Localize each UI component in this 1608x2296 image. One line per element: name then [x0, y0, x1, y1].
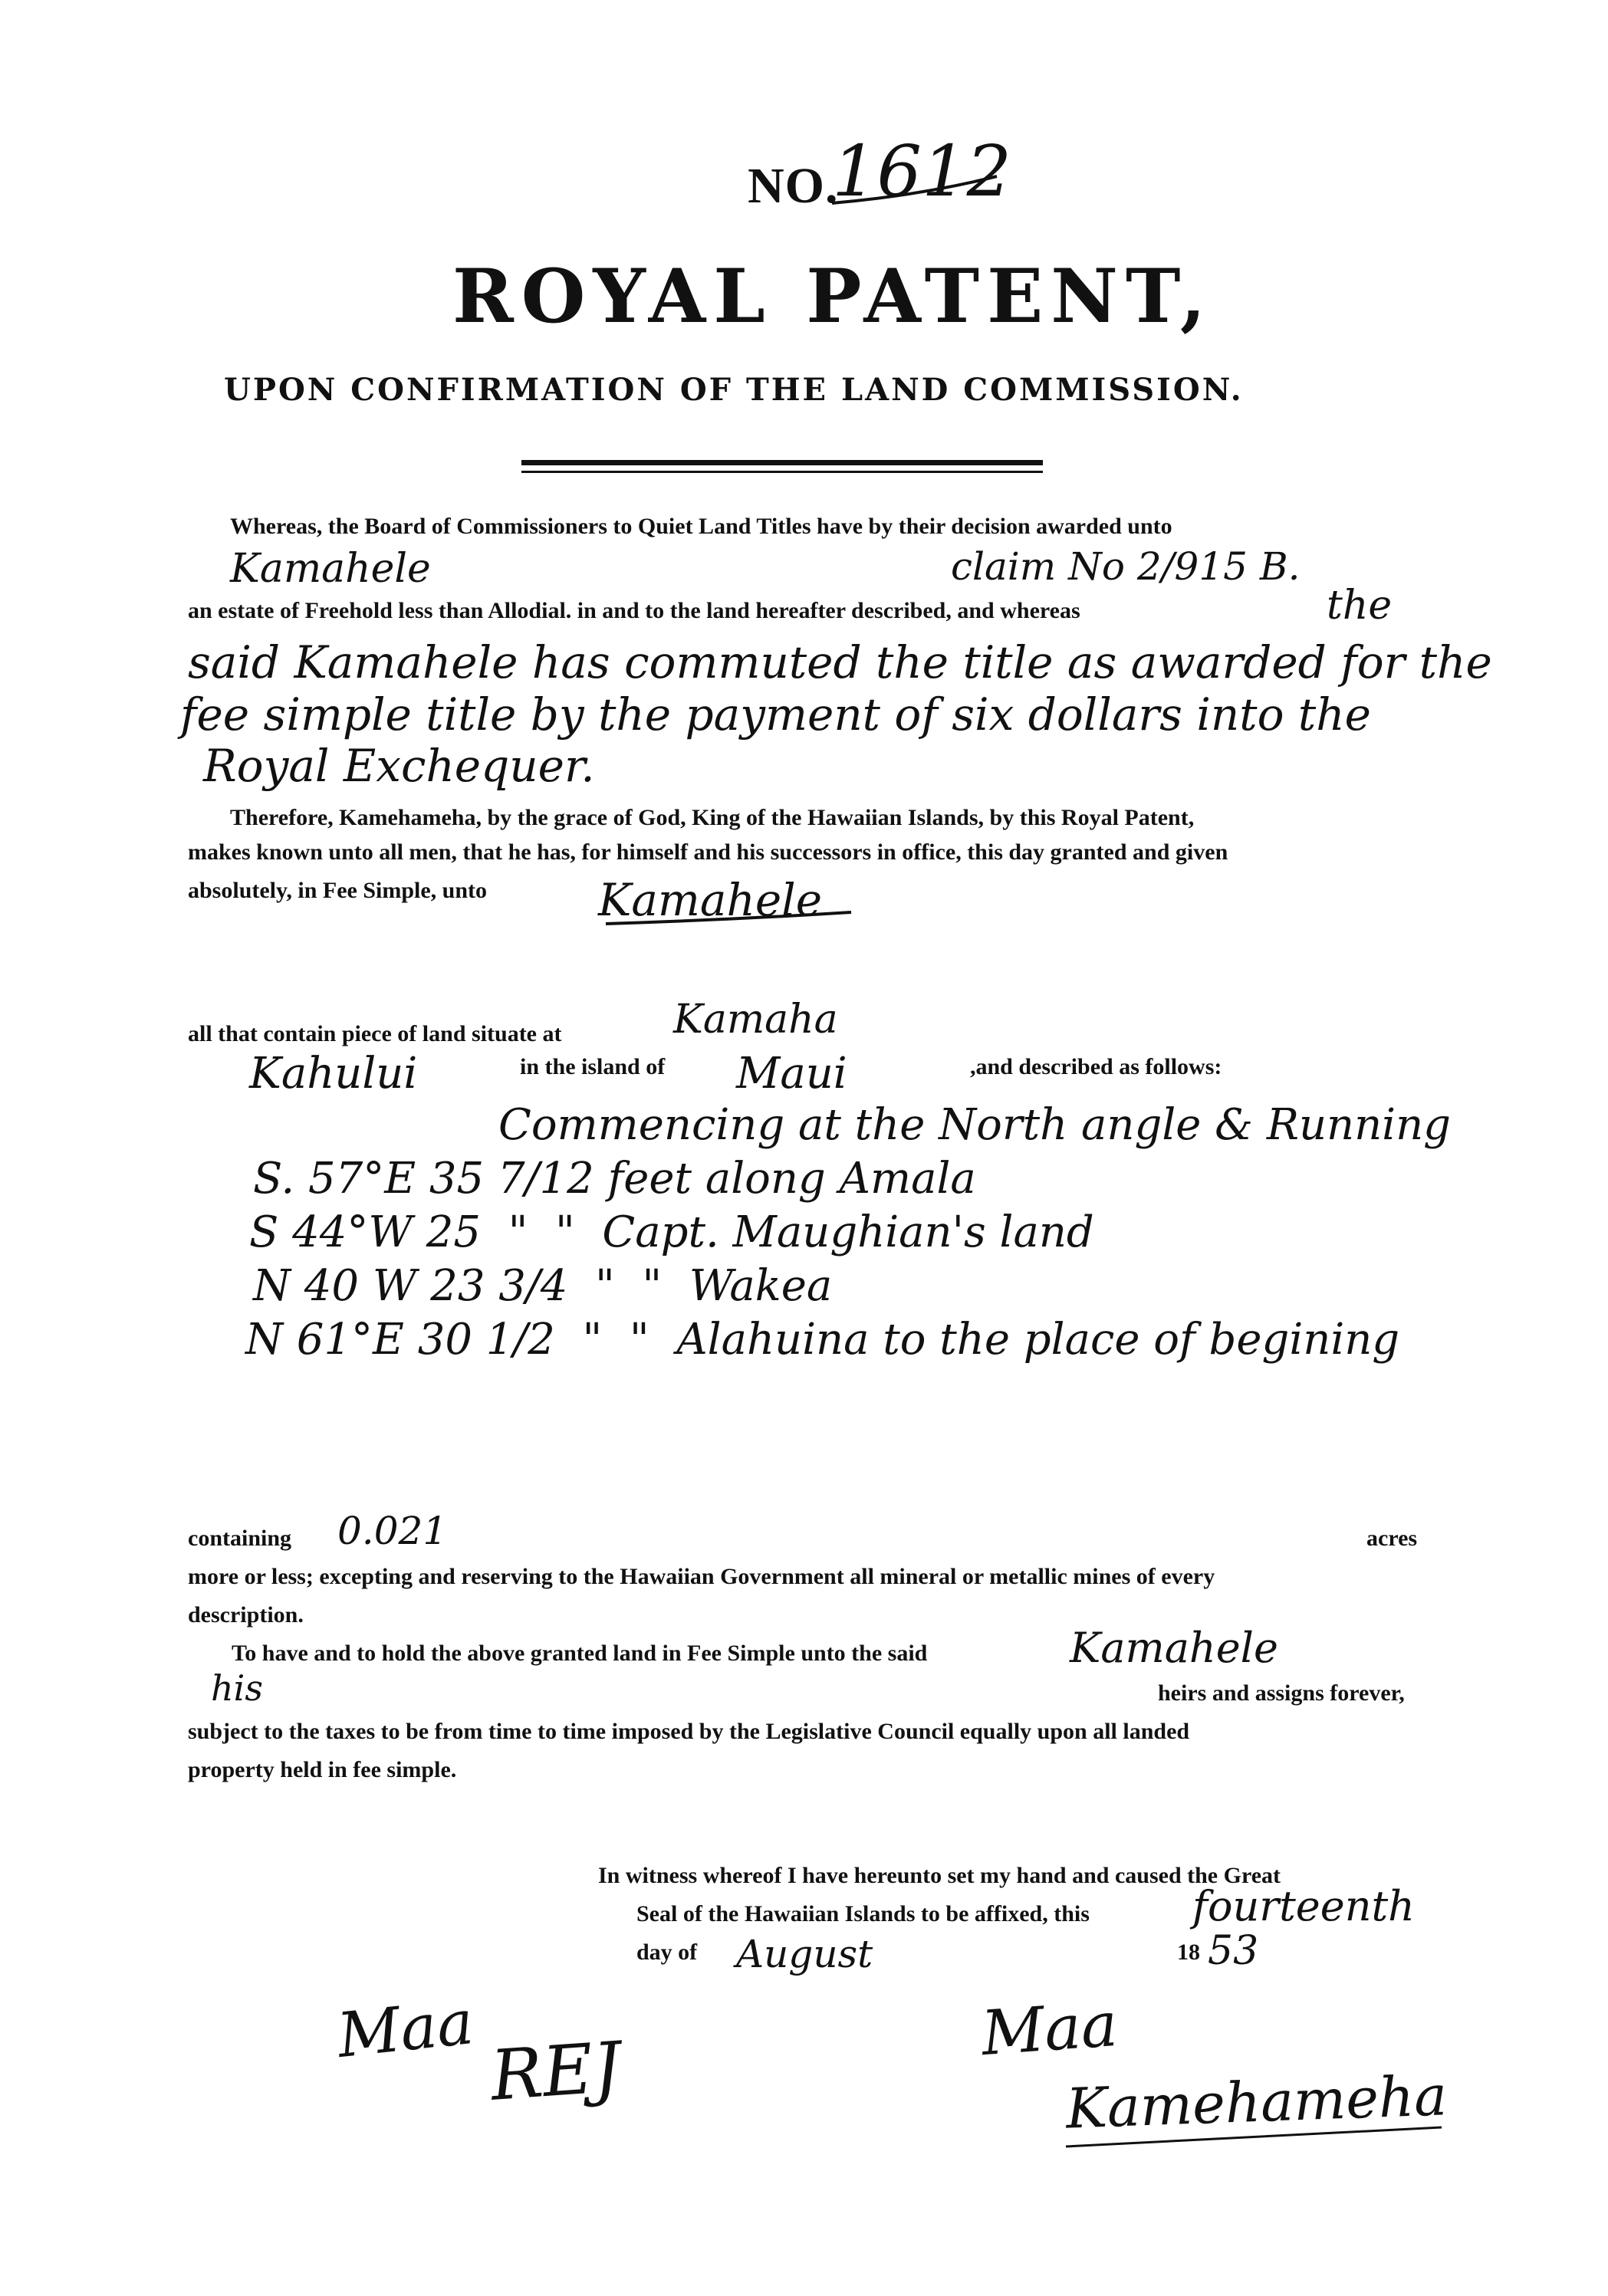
- description-line-2: S. 57°E 35 7/12 feet along Amala: [253, 1154, 976, 1204]
- handwritten-line-4: Royal Exchequer.: [203, 740, 595, 792]
- day-of-label: day of: [636, 1940, 698, 1965]
- land-district: Kahului: [249, 1049, 418, 1099]
- patent-no-label: NO.: [748, 158, 839, 214]
- grantee-underline: [606, 912, 851, 924]
- whereas-line: Whereas, the Board of Commissioners to Quiet Land Titles have by their decision awarded unto: [230, 514, 1172, 539]
- patent-number: 1612: [832, 130, 1012, 212]
- signature-right-maa: Maa: [978, 1988, 1120, 2070]
- patent-subtitle: UPON CONFIRMATION OF THE LAND COMMISSION.: [224, 372, 1244, 408]
- grant-line-3: absolutely, in Fee Simple, unto: [188, 878, 488, 903]
- signature-left-initials: REJ: [488, 2027, 624, 2117]
- handwritten-line-2: said Kamahele has commuted the title as awarded for the: [188, 636, 1492, 688]
- grant-line-1: Therefore, Kamehameha, by the grace of God, King of the Hawaiian Islands, by this Royal Patent,: [230, 805, 1195, 830]
- signature-kamehameha: Kamehameha: [1064, 2063, 1449, 2141]
- habendum-line-1: To have and to hold the above granted land in Fee Simple unto the said: [232, 1641, 928, 1666]
- estate-line: an estate of Freehold less than Allodial. in and to the land hereafter described, and whereas: [188, 598, 1080, 623]
- witness-month: August: [736, 1932, 873, 1976]
- grantee-name: Kamahele: [598, 874, 823, 926]
- patent-title: ROYAL PATENT,: [452, 253, 1214, 340]
- description-line-3: S 44°W 25 " " Capt. Maughian's land: [249, 1207, 1094, 1257]
- witness-line-2: Seal of the Hawaiian Islands to be affixed, this: [636, 1901, 1090, 1926]
- witness-line-1: In witness whereof I have hereunto set my hand and caused the Great: [598, 1863, 1281, 1888]
- land-place: Kamaha: [673, 997, 838, 1043]
- habendum-grantee: Kamahele: [1070, 1624, 1278, 1672]
- handwritten-line-1: the: [1327, 583, 1393, 629]
- awardee-name: Kamahele: [230, 546, 431, 592]
- patent-number-underline: [832, 176, 997, 203]
- description-line-4: N 40 W 23 3/4 " " Wakea: [253, 1261, 833, 1311]
- land-island: Maui: [736, 1049, 847, 1099]
- containing-area: 0.021: [337, 1509, 448, 1553]
- signature-left-maa: Maa: [334, 1986, 477, 2072]
- containing-line-2: more or less; excepting and reserving to the Hawaiian Government all mineral or metallic mines of every: [188, 1564, 1215, 1589]
- handwritten-line-3: fee simple title by the payment of six dollars into the: [180, 688, 1371, 741]
- witness-day: fourteenth: [1192, 1882, 1415, 1930]
- heirs-of: his: [211, 1667, 263, 1709]
- year-prefix: 18: [1177, 1940, 1200, 1965]
- acres-label: acres: [1366, 1526, 1418, 1551]
- described-label: ,and described as follows:: [970, 1054, 1222, 1079]
- containing-line-3: description.: [188, 1602, 304, 1628]
- containing-label: containing: [188, 1526, 292, 1551]
- description-line-5: N 61°E 30 1/2 " " Alahuina to the place of begining: [245, 1315, 1400, 1365]
- island-label: in the island of: [520, 1054, 666, 1079]
- claim-number: claim No 2/915 B.: [951, 544, 1301, 589]
- situate-label: all that contain piece of land situate at: [188, 1021, 562, 1046]
- description-line-1: Commencing at the North angle & Running: [498, 1100, 1452, 1150]
- kamehameha-underline: [1066, 2127, 1442, 2147]
- habendum-line-4: property held in fee simple.: [188, 1757, 457, 1782]
- grant-line-2: makes known unto all men, that he has, for himself and his successors in office, this day granted and given: [188, 839, 1228, 865]
- year-suffix: 53: [1208, 1928, 1259, 1974]
- habendum-line-3: subject to the taxes to be from time to time imposed by the Legislative Council equally upon all landed: [188, 1719, 1190, 1744]
- heirs-label: heirs and assigns forever,: [1158, 1680, 1405, 1706]
